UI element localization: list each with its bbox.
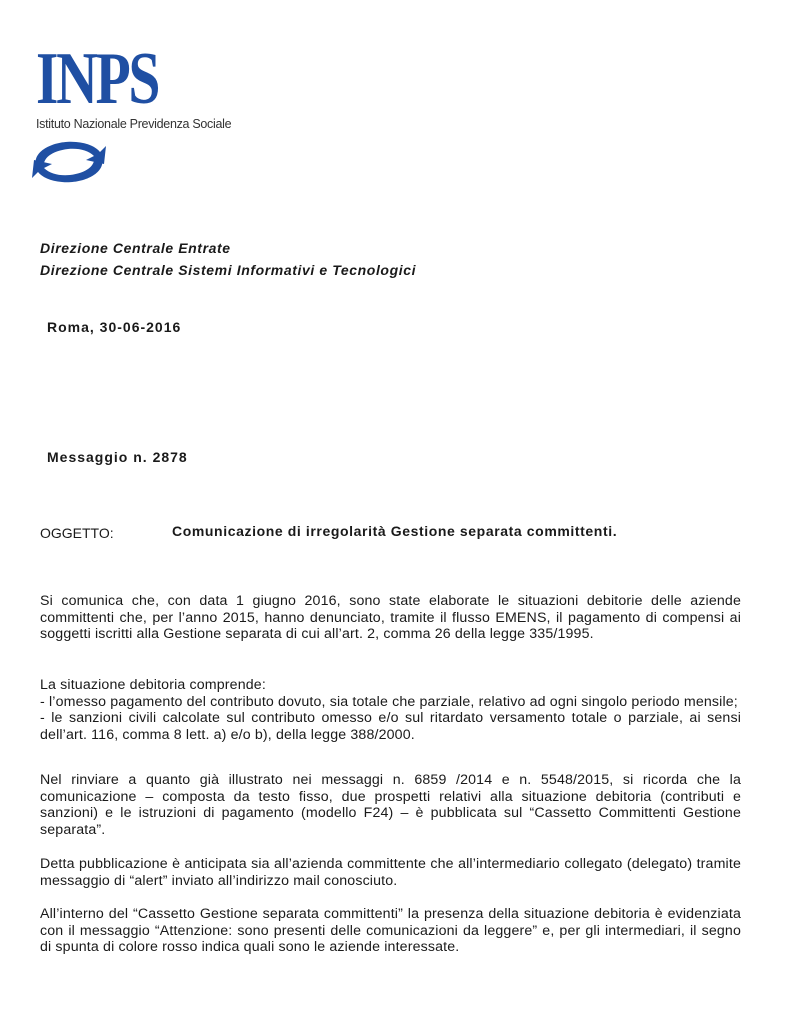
message-number: Messaggio n. 2878 — [47, 449, 188, 465]
directorate-entrate: Direzione Centrale Entrate — [40, 240, 231, 256]
subject-label: OGGETTO: — [40, 525, 114, 541]
paragraph-2-intro: La situazione debitoria comprende: — [40, 677, 266, 693]
date-line: Roma, 30-06-2016 — [47, 319, 182, 335]
paragraph-5: All’interno del “Cassetto Gestione separata committenti” la presenza della situazione debitoria è evidenziata con il messaggio “Attenzione: sono presenti delle comunicazioni da leggere” e, per gli intermediari, il segno di spunta di colore rosso indica quali sono le aziende interessate. — [40, 906, 741, 956]
paragraph-2-item-1: - l’omesso pagamento del contributo dovuto, sia totale che parziale, relativo ad ogni singolo periodo mensile; — [40, 693, 738, 710]
paragraph-3: Nel rinviare a quanto già illustrato nei messaggi n. 6859 /2014 e n. 5548/2015, si ricorda che la comunicazione – composta da testo fisso, due prospetti relativi alla situazione debitoria (contributi e sanzioni) e le istruzioni di pagamento (modello F24) – è pubblicata sul “Cassetto Committenti Gestione separata”. — [40, 772, 741, 838]
directorate-sistemi: Direzione Centrale Sistemi Informativi e Tecnologici — [40, 262, 417, 278]
inps-logo — [28, 38, 258, 194]
paragraph-1: Si comunica che, con data 1 giugno 2016, sono state elaborate le situazioni debitorie delle aziende committenti che, per l’anno 2015, hanno denunciato, tramite il flusso EMENS, il pagamento di compensi ai soggetti iscritti alla Gestione separata di cui all’art. 2, comma 26 della legge 335/1995. — [40, 593, 741, 643]
paragraph-2-item-2: - le sanzioni civili calcolate sul contributo omesso e/o sul ritardato versamento totale o parziale, ai sensi dell’art. 116, comma 8 lett. a) e/o b), della legge 388/2000. — [40, 710, 741, 743]
paragraph-4: Detta pubblicazione è anticipata sia all’azienda committente che all’intermediario collegato (delegato) tramite messaggio di “alert” inviato all’indirizzo mail conosciuto. — [40, 856, 741, 889]
logo-subtitle: Istituto Nazionale Previdenza Sociale — [36, 117, 232, 131]
subject-text: Comunicazione di irregolarità Gestione separata committenti. — [172, 523, 618, 539]
paragraph-2 — [40, 677, 741, 743]
logo-wordmark: INPS — [36, 38, 159, 120]
circular-arrows-icon — [28, 136, 110, 188]
